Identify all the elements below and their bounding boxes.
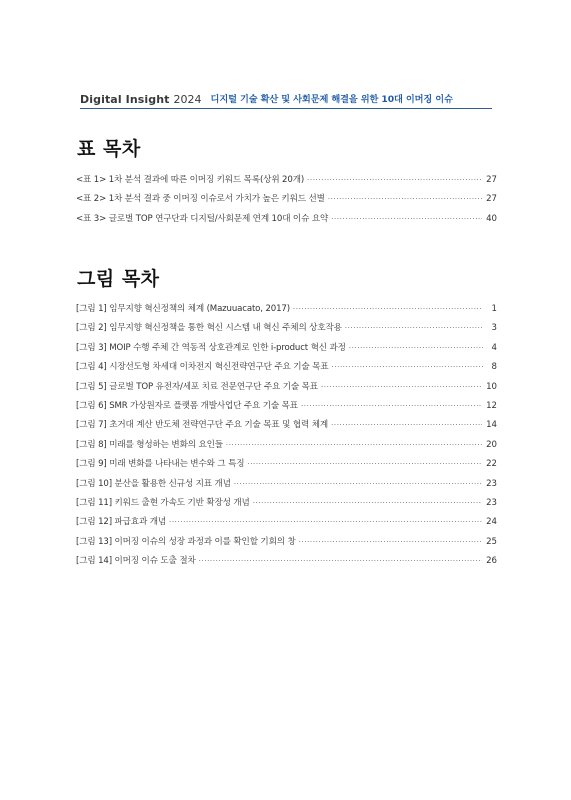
toc-entry-label: [그림 1] 임무지향 혁신정책의 체계 (Mazuuacato, 2017) xyxy=(76,304,290,314)
toc-entry-figure-2[interactable] xyxy=(76,321,497,340)
tables-toc-list xyxy=(76,173,497,231)
toc-entry-figure-4[interactable] xyxy=(76,360,497,379)
leader-dots xyxy=(253,499,482,507)
toc-entry-label: [그림 10] 분산을 활용한 신규성 지표 개념 xyxy=(76,478,231,489)
toc-entry-figure-13[interactable] xyxy=(76,535,497,554)
toc-entry-figure-8[interactable] xyxy=(76,438,497,457)
toc-entry-label: <표 1> 1차 분석 결과에 따른 이머징 키워드 목록(상위 20개) xyxy=(76,175,305,185)
figures-toc-list xyxy=(76,302,497,573)
toc-entry-page: 22 xyxy=(486,459,497,470)
brand-year: 2024 xyxy=(173,93,202,106)
toc-entry-page: 1 xyxy=(491,304,497,314)
toc-entry-page: 12 xyxy=(486,400,497,411)
toc-entry-page: 23 xyxy=(486,478,497,489)
toc-entry-figure-3[interactable] xyxy=(76,341,497,360)
toc-entry-page: 23 xyxy=(486,497,497,508)
toc-entry-label: [그림 12] 파급효과 개념 xyxy=(76,517,166,528)
toc-entry-label: <표 3> 글로벌 TOP 연구단과 디지털/사회문제 연계 10대 이슈 요약 xyxy=(76,213,329,224)
leader-dots xyxy=(299,538,482,546)
toc-entry-label: [그림 9] 미래 변화를 나타내는 변수와 그 특징 xyxy=(76,459,245,470)
leader-dots xyxy=(199,557,482,565)
toc-entry-page: 40 xyxy=(486,213,497,224)
toc-entry-figure-7[interactable] xyxy=(76,418,497,437)
leader-dots xyxy=(301,402,482,410)
toc-entry-figure-14[interactable] xyxy=(76,554,497,573)
leader-dots xyxy=(247,460,482,468)
toc-entry-label: [그림 13] 이머징 이슈의 성장 과정과 이를 확인할 기회의 창 xyxy=(76,536,296,547)
figures-section-title: 그림 목차 xyxy=(77,268,160,290)
toc-entry-page: 27 xyxy=(486,175,497,185)
toc-entry-page: 3 xyxy=(491,323,497,334)
brand-name: Digital Insight xyxy=(80,93,170,106)
toc-entry-label: [그림 3] MOIP 수행 주체 간 역동적 상호관계로 인한 i-product 혁신 과정 xyxy=(76,342,346,353)
leader-dots xyxy=(328,195,482,203)
leader-dots xyxy=(321,383,482,391)
toc-entry-label: [그림 8] 미래를 형성하는 변화의 요인들 xyxy=(76,439,223,450)
toc-entry-figure-6[interactable] xyxy=(76,399,497,418)
toc-entry-label: <표 2> 1차 분석 결과 중 이머징 이슈로서 가치가 높은 키워드 선별 xyxy=(76,194,325,205)
toc-entry-page: 25 xyxy=(486,536,497,547)
leader-dots xyxy=(331,421,482,429)
report-subtitle: 디지털 기술 확산 및 사회문제 해결을 위한 10대 이머징 이슈 xyxy=(210,94,453,105)
toc-entry-table-3[interactable] xyxy=(76,212,497,231)
toc-entry-label: [그림 4] 시장선도형 차세대 이차전지 혁신전략연구단 주요 기술 목표 xyxy=(76,362,329,373)
leader-dots xyxy=(169,518,482,526)
toc-entry-figure-10[interactable] xyxy=(76,477,497,496)
toc-entry-table-1[interactable] xyxy=(76,173,497,192)
toc-entry-page: 27 xyxy=(486,194,497,205)
toc-entry-label: [그림 5] 글로벌 TOP 유전자/세포 치료 전문연구단 주요 기술 목표 xyxy=(76,381,318,392)
toc-entry-page: 14 xyxy=(486,420,497,431)
leader-dots xyxy=(331,363,483,371)
toc-entry-label: [그림 14] 이머징 이슈 도출 절차 xyxy=(76,556,196,567)
leader-dots xyxy=(293,305,483,313)
toc-entry-label: [그림 6] SMR 가상원자로 플랫폼 개발사업단 주요 기술 목표 xyxy=(76,400,298,411)
toc-entry-page: 24 xyxy=(486,517,497,528)
toc-entry-page: 8 xyxy=(491,362,497,373)
leader-dots xyxy=(349,344,483,352)
toc-entry-page: 4 xyxy=(491,342,497,353)
toc-entry-label: [그림 2] 임무지향 혁신정책을 통한 혁신 시스템 내 혁신 주체의 상호작용 xyxy=(76,323,342,334)
toc-entry-page: 10 xyxy=(486,381,497,392)
leader-dots xyxy=(307,176,482,184)
toc-entry-figure-9[interactable] xyxy=(76,457,497,476)
toc-entry-page: 26 xyxy=(486,556,497,567)
leader-dots xyxy=(345,324,483,332)
leader-dots xyxy=(331,215,482,223)
tables-section-title: 표 목차 xyxy=(77,138,141,160)
toc-entry-figure-11[interactable] xyxy=(76,496,497,515)
toc-entry-page: 20 xyxy=(486,439,497,450)
toc-entry-label: [그림 7] 초거대 계산 반도체 전략연구단 주요 기술 목표 및 협력 체계 xyxy=(76,420,329,431)
running-header xyxy=(80,92,492,109)
leader-dots xyxy=(234,480,482,488)
toc-entry-figure-5[interactable] xyxy=(76,380,497,399)
toc-entry-label: [그림 11] 키워드 출현 가속도 기반 확장성 개념 xyxy=(76,497,250,508)
toc-entry-figure-1[interactable] xyxy=(76,302,497,321)
leader-dots xyxy=(226,441,482,449)
toc-entry-table-2[interactable] xyxy=(76,192,497,211)
toc-entry-figure-12[interactable] xyxy=(76,515,497,534)
